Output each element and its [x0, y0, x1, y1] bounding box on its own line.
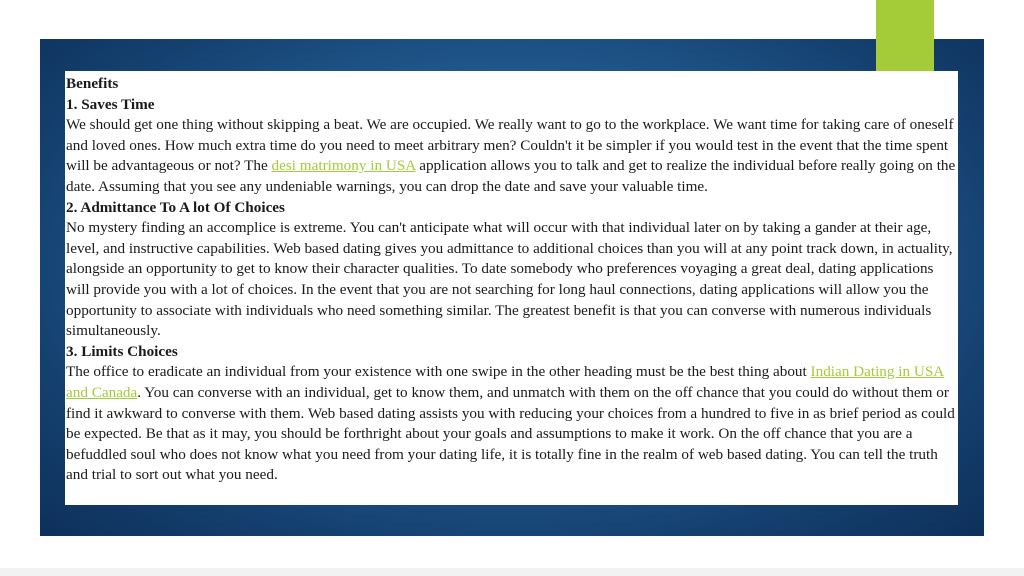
- section-paragraph-limits-choices: [66, 362, 957, 486]
- paragraph-text: application allows you to talk and get to realize the individual before really going on the date. Assuming that you see any undeniable warnings, you can drop the date and save your valuable time.: [66, 157, 956, 195]
- section-paragraph-admittance: No mystery finding an accomplice is extreme. You can't anticipate what will occur with that individual later on by taking a gander at their age, level, and instructive capabilities. Web based dating gives you admittance to additional choices than you will at any point track down, in actuality, alongside an opportunity to get to know their character qualities. To date somebody who preferences voyaging a great deal, dating applications will provide you with a lot of choices. In the event that you are not searching for long haul connections, dating applications will allow you the opportunity to associate with individuals who need something similar. The greatest benefit is that you can converse with numerous individuals simultaneously.: [66, 219, 953, 340]
- bottom-strip: [0, 568, 1024, 576]
- paragraph-text: . You can converse with an individual, get to know them, and unmatch with them on the off chance that you could do without them or find it awkward to converse with them. Web based dating assists you with reducing your choices from a hundred to five in as brief period as could be expected. Be that as it may, you should be forthright about your goals and assumptions to make it work. On the off chance that you are a befuddled soul who does not know what you need from your dating life, it is totally fine in the realm of web based dating. You can tell the truth and trial to sort out what you need.: [66, 383, 955, 484]
- section-heading-admittance: 2. Admittance To A lot Of Choices: [66, 198, 285, 216]
- title-heading: Benefits: [66, 75, 119, 92]
- desi-matrimony-link[interactable]: desi matrimony in USA: [271, 157, 416, 175]
- section-heading-saves-time: 1. Saves Time: [66, 95, 155, 113]
- content-text-box: [65, 71, 958, 505]
- section-paragraph-saves-time: [66, 115, 957, 197]
- green-accent-tab: [876, 0, 934, 71]
- paragraph-text: The office to eradicate an individual from your existence with one swipe in the other heading must be the best thing about: [66, 363, 811, 381]
- section-heading-limits-choices: 3. Limits Choices: [66, 342, 178, 360]
- paragraph-text: We should get one thing without skipping a beat. We are occupied. We really want to go to the workplace. We want time for taking care of oneself and loved ones. How much extra time do you need to meet arbitrary men? Couldn't it be simpler if you would test in the event that the time spent will be advantageous or not? The: [66, 116, 954, 175]
- indian-dating-link[interactable]: Indian Dating in USA and Canada: [66, 363, 945, 401]
